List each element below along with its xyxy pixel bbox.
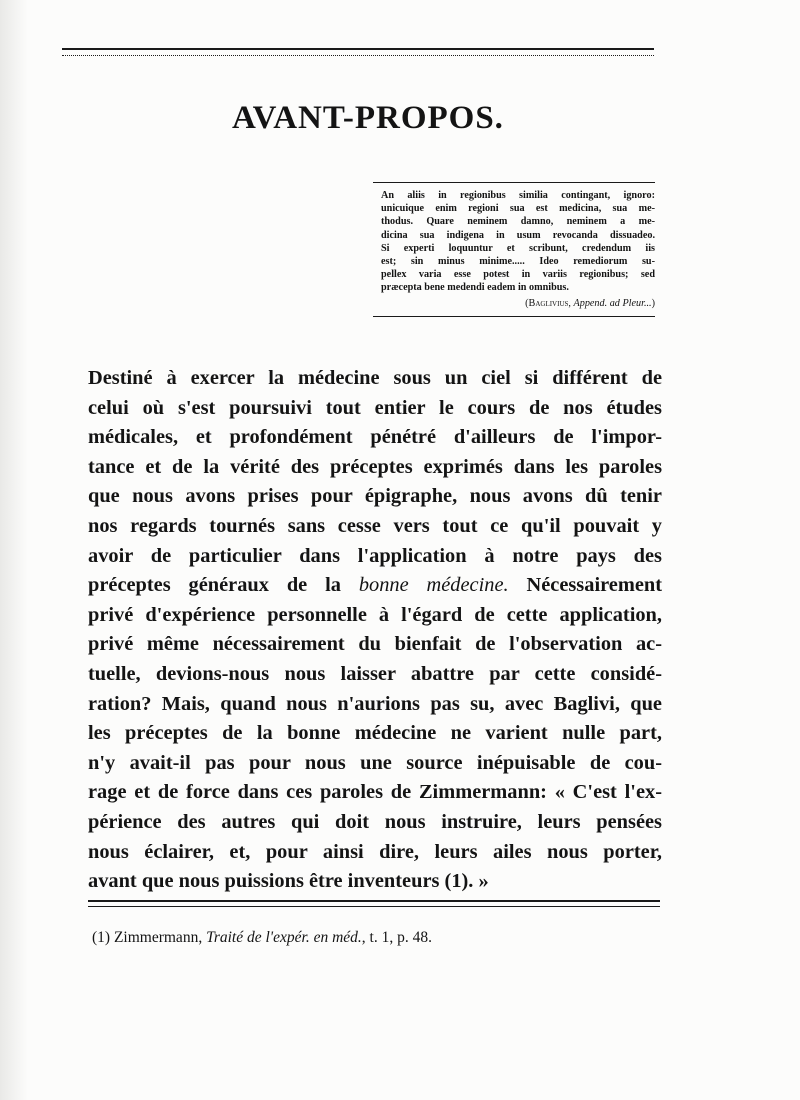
text-line: ration? Mais, quand nous n'aurions pas su, avec Baglivi, que xyxy=(88,692,662,715)
text-line-with-italic xyxy=(88,571,662,601)
text-line: que nous avons prises pour épigraphe, nous avons dû tenir xyxy=(88,485,662,508)
epigraph-line: thodus. Quare neminem damno, neminem a me- xyxy=(381,216,655,228)
text-line: avoir de particulier dans l'application à notre pays des xyxy=(88,544,662,567)
footnote-ref: , t. 1, p. 48. xyxy=(361,929,432,946)
italic-phrase: bonne médecine. xyxy=(358,574,509,597)
epigraph-line: præcepta bene medendi eadem in omnibus. xyxy=(381,282,569,294)
text-line: privé d'expérience personnelle à l'égard de cette application, xyxy=(88,603,662,626)
epigraph-line: unicuique enim regioni sua est medicina, sua me- xyxy=(381,203,655,215)
text-line: nos regards tournés sans cesse vers tout ce qu'il pouvait y xyxy=(88,514,662,537)
text-segment: Nécessairement xyxy=(508,574,662,597)
source-author: Baglivius xyxy=(528,297,569,309)
source-separator: , xyxy=(568,297,574,309)
epigraph-source xyxy=(381,297,655,310)
epigraph-line: dicina sua indigena in usum revocanda dissuadeo. xyxy=(381,229,655,241)
text-line: les préceptes de la bonne médecine ne varient nulle part, xyxy=(88,722,662,745)
footnote xyxy=(92,928,652,948)
text-line: tance et de la vérité des préceptes exprimés dans les paroles xyxy=(88,455,662,478)
text-line: privé même nécessairement du bienfait de l'observation ac- xyxy=(88,633,662,656)
page-edge-shadow xyxy=(0,0,28,1100)
text-line: périence des autres qui doit nous instruire, leurs pensées xyxy=(88,810,662,833)
text-segment: préceptes généraux de la xyxy=(88,574,359,597)
source-open-paren: ( xyxy=(525,297,529,309)
text-line: Destiné à exercer la médecine sous un ciel si différent de xyxy=(88,367,662,389)
text-line-last: avant que nous puissions être inventeurs (1). » xyxy=(88,870,489,893)
page-title: AVANT-PROPOS. xyxy=(232,100,504,136)
text-line: n'y avait-il pas pour nous une source inépuisable de cou- xyxy=(88,751,662,774)
text-line: rage et de force dans ces paroles de Zimmermann: « C'est l'ex- xyxy=(88,781,662,804)
text-line: médicales, et profondément pénétré d'ailleurs de l'impor- xyxy=(88,426,662,449)
epigraph-line: Si experti loquuntur et scribunt, credendum iis xyxy=(381,242,655,254)
epigraph-line: pellex varia esse potest in variis regionibus; sed xyxy=(381,269,655,281)
text-line: celui où s'est poursuivi tout entier le cours de nos études xyxy=(88,396,662,419)
top-ornamental-rule xyxy=(62,48,654,56)
text-line: nous éclairer, et, pour ainsi dire, leurs ailes nous porter, xyxy=(88,840,662,863)
footnote-rule xyxy=(88,900,660,907)
epigraph-line: An aliis in regionibus similia contingant, ignoro: xyxy=(381,190,655,201)
source-close-paren: ) xyxy=(651,297,655,309)
footnote-marker: (1) Zimmermann, xyxy=(92,929,207,946)
epigraph-block xyxy=(373,182,655,317)
source-work: Append. ad Pleur... xyxy=(573,297,652,309)
epigraph-line: est; sin minus minime..... Ideo remediorum su- xyxy=(381,256,655,268)
footnote-work: Traité de l'expér. en méd. xyxy=(206,929,362,946)
main-paragraph xyxy=(88,364,662,897)
text-line: tuelle, devions-nous nous laisser abattre par cette considé- xyxy=(88,662,662,685)
